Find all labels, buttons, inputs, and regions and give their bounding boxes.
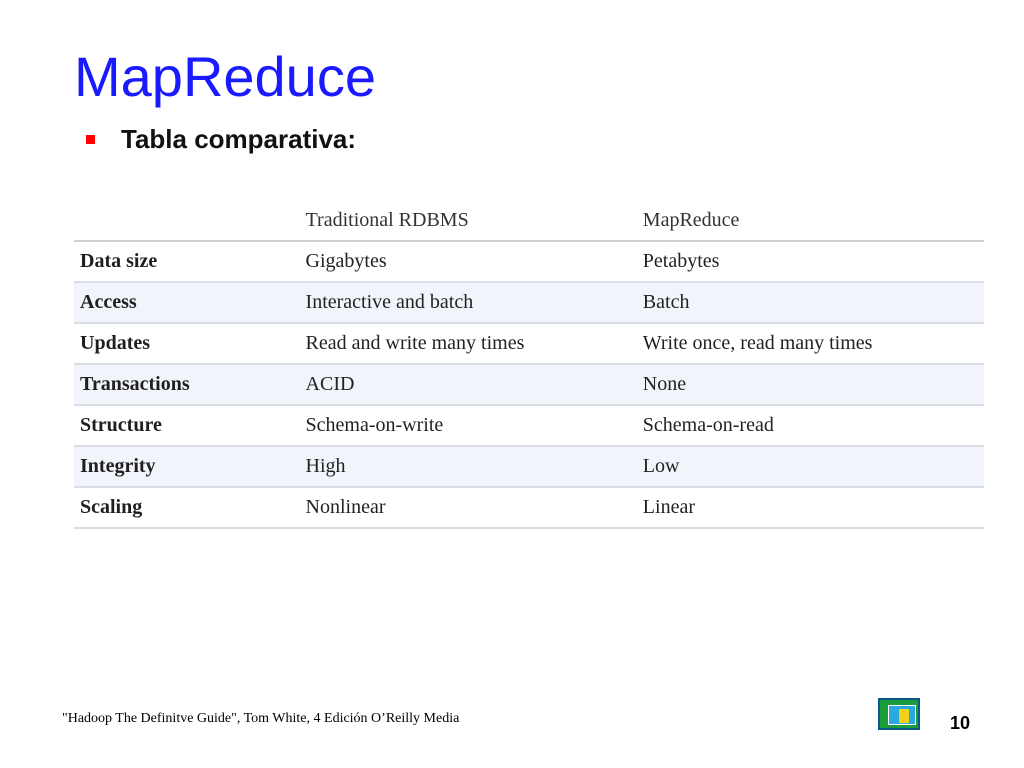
table-row — [74, 446, 984, 487]
row-label: Scaling — [74, 487, 300, 528]
table-row — [74, 323, 984, 364]
logo-letter-mark — [899, 709, 909, 723]
table-row — [74, 282, 984, 323]
table-header-cell: MapReduce — [637, 200, 984, 241]
mapreduce-cell: Linear — [637, 487, 984, 528]
table-header-cell — [74, 200, 300, 241]
table-row — [74, 487, 984, 528]
row-label: Integrity — [74, 446, 300, 487]
mapreduce-cell: Batch — [637, 282, 984, 323]
institution-logo-icon — [878, 698, 920, 730]
rdbms-cell: Nonlinear — [300, 487, 637, 528]
footer-reference: "Hadoop The Definitve Guide", Tom White, 4 Edición O’Reilly Media — [62, 711, 460, 726]
table-row — [74, 364, 984, 405]
table-row — [74, 405, 984, 446]
rdbms-cell: Schema-on-write — [300, 405, 637, 446]
mapreduce-cell: Write once, read many times — [637, 323, 984, 364]
mapreduce-cell: None — [637, 364, 984, 405]
slide-title: MapReduce — [74, 45, 376, 108]
table-header-row — [74, 200, 984, 241]
rdbms-cell: Gigabytes — [300, 241, 637, 282]
comparison-table-wrapper — [74, 200, 984, 529]
bullet-text: Tabla comparativa: — [121, 124, 357, 154]
table-row — [74, 241, 984, 282]
rdbms-cell: Interactive and batch — [300, 282, 637, 323]
row-label: Updates — [74, 323, 300, 364]
row-label: Data size — [74, 241, 300, 282]
bullet-item — [86, 124, 356, 155]
logo-screen — [888, 705, 916, 725]
table-header-cell: Traditional RDBMS — [300, 200, 637, 241]
bullet-square-icon — [86, 135, 95, 144]
comparison-table — [74, 200, 984, 529]
row-label: Access — [74, 282, 300, 323]
row-label: Transactions — [74, 364, 300, 405]
rdbms-cell: High — [300, 446, 637, 487]
mapreduce-cell: Petabytes — [637, 241, 984, 282]
mapreduce-cell: Schema-on-read — [637, 405, 984, 446]
row-label: Structure — [74, 405, 300, 446]
rdbms-cell: Read and write many times — [300, 323, 637, 364]
rdbms-cell: ACID — [300, 364, 637, 405]
page-number: 10 — [950, 713, 971, 733]
mapreduce-cell: Low — [637, 446, 984, 487]
